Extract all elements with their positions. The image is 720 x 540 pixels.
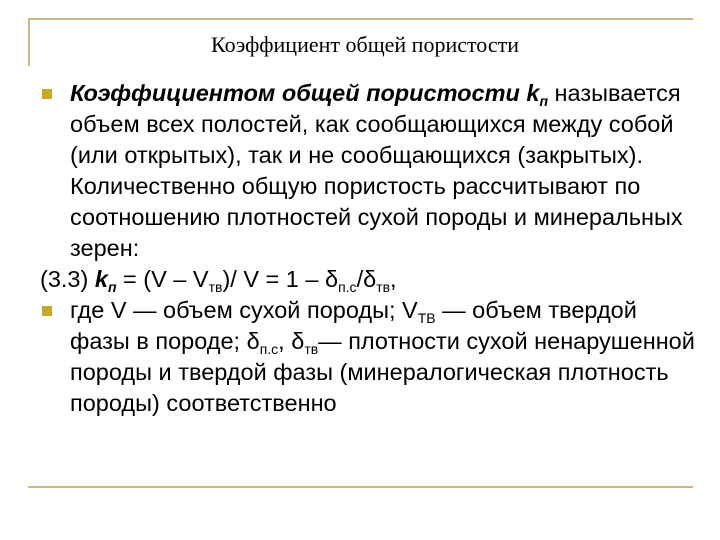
k-symbol: $k_п$ [526, 80, 549, 109]
term: Коэффициентом общей пористости [70, 80, 520, 106]
explanation-text: где V — объем сухой породы; $V_{ТВ}$ — объем твердой фазы в породе; $\delta_{п.с}$, $\delta_{тв}—$ плотности сухой ненарушенной породы и твердой фазы (минералогическая плотность породы) соответственно [70, 297, 695, 416]
bullet-square-icon [42, 306, 52, 316]
bottom-rule [28, 486, 693, 488]
definition-text: называется объем всех полостей, как сообщающихся между собой (или открытых), так и не сообщающихся (закрытых). Количественно общую пористость рассчитывают по соотношению плотностей сухой породы и минеральных зерен: [70, 80, 683, 261]
formula-k: $k_п$ [94, 266, 117, 295]
slide-content [40, 78, 700, 419]
explanation-paragraph [40, 295, 700, 419]
slide-title: Коэффициент общей пористости [210, 32, 520, 57]
formula-line [40, 264, 700, 295]
formula-body: = $(V - V_{тв})/$ $V = 1 - \delta_{п.с}/\delta_{тв}$, [116, 266, 397, 295]
definition-paragraph [40, 78, 700, 264]
formula-number: (3.3) [40, 266, 89, 292]
bullet-square-icon [42, 89, 52, 99]
